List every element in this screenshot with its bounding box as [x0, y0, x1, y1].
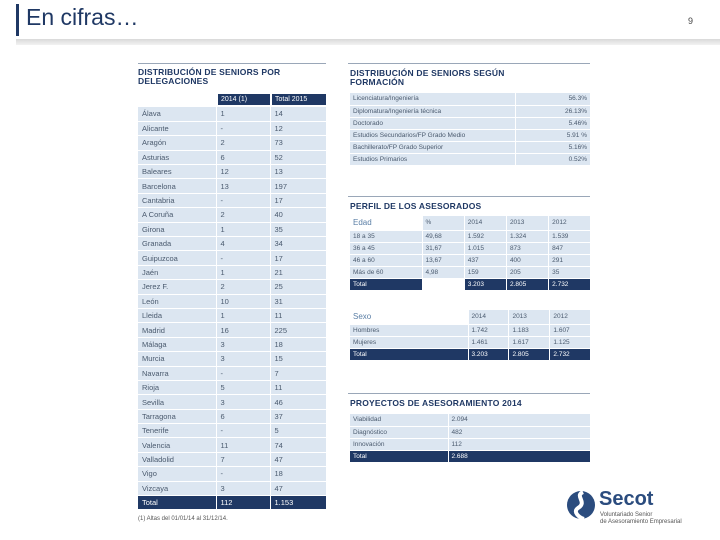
table-cell: 3.203 [464, 278, 506, 290]
table-cell: 3.203 [468, 348, 509, 360]
table-row [350, 153, 590, 165]
logo-name: Secot [599, 488, 654, 510]
table-cell: Total [350, 450, 448, 462]
table-row [350, 93, 590, 105]
table-cell: 1.607 [550, 324, 590, 336]
table-cell: 1 [216, 265, 270, 279]
table-cell: 2.688 [448, 450, 590, 462]
table-cell: Licenciatura/Ingeniería [350, 93, 515, 105]
table-cell: 1.617 [509, 336, 550, 348]
table-cell: 1.592 [464, 230, 506, 242]
total-row [350, 278, 590, 290]
table-cell: 112 [448, 438, 590, 450]
table-cell: 10 [216, 294, 270, 308]
table-row [138, 481, 326, 495]
table-cell: 2 [216, 136, 270, 150]
total-row [350, 348, 590, 360]
table-cell: 46 a 60 [350, 254, 422, 266]
table-row [138, 323, 326, 337]
table-row [350, 254, 590, 266]
table-row [350, 242, 590, 254]
table-cell: 73 [270, 136, 326, 150]
table-row [138, 165, 326, 179]
sexo-label: Sexo [350, 310, 468, 324]
title-divider [16, 39, 720, 45]
table-cell: 1.742 [468, 324, 509, 336]
logo-subtitle-line1: Voluntariado Senior [600, 512, 653, 518]
delegaciones-title [138, 68, 280, 86]
table-row [138, 280, 326, 294]
table-cell: 17 [270, 193, 326, 207]
table-cell: Alicante [138, 121, 216, 135]
table-cell: 1 [216, 222, 270, 236]
table-cell: - [216, 251, 270, 265]
delegaciones-title-line2: DELEGACIONES [138, 76, 209, 86]
table-cell: 112 [216, 496, 270, 510]
table-cell: 21 [270, 265, 326, 279]
formacion-title-line2: FORMACIÓN [350, 77, 405, 87]
table-cell: 2 [216, 208, 270, 222]
table-row [138, 438, 326, 452]
table-row [138, 251, 326, 265]
edad-header-row [350, 216, 590, 230]
table-cell: 37 [270, 409, 326, 423]
table-cell: 225 [270, 323, 326, 337]
table-cell: 13 [216, 179, 270, 193]
sexo-col-header: 2013 [509, 310, 550, 324]
table-row [350, 438, 590, 450]
table-cell: Vigo [138, 467, 216, 481]
table-cell: 6 [216, 409, 270, 423]
table-cell: Madrid [138, 323, 216, 337]
table-cell: 1.539 [549, 230, 590, 242]
table-row [350, 141, 590, 153]
table-cell: Málaga [138, 337, 216, 351]
table-cell: 1.461 [468, 336, 509, 348]
table-row [138, 409, 326, 423]
table-cell: Navarra [138, 366, 216, 380]
table-cell: Diplomatura/Ingeniería técnica [350, 105, 515, 117]
table-row [138, 380, 326, 394]
table-cell: Doctorado [350, 117, 515, 129]
table-cell: 11 [270, 308, 326, 322]
table-cell: 34 [270, 237, 326, 251]
table-cell: 3 [216, 337, 270, 351]
table-cell: Sevilla [138, 395, 216, 409]
edad-col-header: 2012 [549, 216, 590, 230]
table-cell: Viabilidad [350, 414, 448, 426]
table-cell [422, 278, 464, 290]
table-cell: Tarragona [138, 409, 216, 423]
table-cell: 49,68 [422, 230, 464, 242]
table-cell: 52 [270, 150, 326, 164]
proyectos-title: PROYECTOS DE ASESORAMIENTO 2014 [350, 398, 522, 408]
table-cell: - [216, 467, 270, 481]
table-cell: 3 [216, 481, 270, 495]
table-cell: 5.46% [515, 117, 590, 129]
table-cell: 15 [270, 352, 326, 366]
table-cell: Bachillerato/FP Grado Superior [350, 141, 515, 153]
delegaciones-table [138, 107, 326, 510]
table-cell: 1 [216, 308, 270, 322]
table-cell: 1.183 [509, 324, 550, 336]
table-row [138, 366, 326, 380]
table-cell: Tenerife [138, 424, 216, 438]
sexo-table [350, 310, 590, 361]
total-row [138, 496, 326, 510]
table-cell: Total [350, 348, 468, 360]
table-cell: 2 [216, 280, 270, 294]
table-row [350, 414, 590, 426]
table-cell: 26.13% [515, 105, 590, 117]
table-cell: 400 [506, 254, 548, 266]
table-cell: 16 [216, 323, 270, 337]
proyectos-top-rule [348, 393, 590, 394]
table-cell: Valladolid [138, 452, 216, 466]
table-row [138, 121, 326, 135]
table-cell: 2.732 [549, 278, 590, 290]
table-cell: 12 [216, 165, 270, 179]
table-cell: 1.015 [464, 242, 506, 254]
table-cell: 17 [270, 251, 326, 265]
table-row [138, 308, 326, 322]
total-row [350, 450, 590, 462]
table-cell: 47 [270, 481, 326, 495]
table-row [138, 150, 326, 164]
table-cell: Jerez F. [138, 280, 216, 294]
table-cell: - [216, 193, 270, 207]
table-cell: 197 [270, 179, 326, 193]
table-cell: Aragón [138, 136, 216, 150]
table-row [138, 294, 326, 308]
table-cell: 437 [464, 254, 506, 266]
table-cell: Total [350, 278, 422, 290]
secot-logo-icon [566, 488, 596, 522]
table-cell: - [216, 424, 270, 438]
table-cell: Guipuzcoa [138, 251, 216, 265]
table-cell: Asturias [138, 150, 216, 164]
perfil-top-rule [348, 196, 590, 197]
formacion-title [350, 69, 505, 87]
table-cell: 6 [216, 150, 270, 164]
proyectos-table [350, 414, 590, 463]
table-cell: Estudios Secundarios/FP Grado Medio [350, 129, 515, 141]
table-cell: 11 [216, 438, 270, 452]
table-cell: Lleida [138, 308, 216, 322]
table-row [138, 337, 326, 351]
table-cell: 25 [270, 280, 326, 294]
table-cell: 873 [506, 242, 548, 254]
table-row [138, 395, 326, 409]
delegaciones-col1-header: 2014 (1) [218, 94, 270, 105]
edad-col-header: % [422, 216, 464, 230]
table-cell: 1.153 [270, 496, 326, 510]
table-cell: - [216, 366, 270, 380]
edad-table [350, 216, 590, 291]
table-cell: 35 [549, 266, 590, 278]
table-cell: - [216, 121, 270, 135]
sexo-col-header: 2012 [550, 310, 590, 324]
table-cell: 1 [216, 107, 270, 121]
table-row [350, 266, 590, 278]
table-cell: 2.732 [550, 348, 590, 360]
table-cell: 35 [270, 222, 326, 236]
table-cell: 291 [549, 254, 590, 266]
table-cell: A Coruña [138, 208, 216, 222]
table-cell: 0.52% [515, 153, 590, 165]
table-cell: Mujeres [350, 336, 468, 348]
table-row [350, 336, 590, 348]
table-cell: 14 [270, 107, 326, 121]
page-title: En cifras… [26, 4, 139, 30]
table-cell: 5.91 % [515, 129, 590, 141]
table-row [138, 136, 326, 150]
table-row [138, 222, 326, 236]
delegaciones-top-rule [138, 63, 326, 64]
table-cell: 847 [549, 242, 590, 254]
table-row [138, 467, 326, 481]
table-cell: Estudios Primarios [350, 153, 515, 165]
table-cell: 4 [216, 237, 270, 251]
formacion-top-rule [348, 63, 590, 64]
title-accent-bar [16, 4, 19, 36]
table-cell: Barcelona [138, 179, 216, 193]
table-cell: Innovación [350, 438, 448, 450]
table-cell: 4,98 [422, 266, 464, 278]
table-cell: 7 [270, 366, 326, 380]
table-cell: 12 [270, 121, 326, 135]
sexo-header-row [350, 310, 590, 324]
table-cell: 482 [448, 426, 590, 438]
table-cell: Granada [138, 237, 216, 251]
table-cell: Vizcaya [138, 481, 216, 495]
table-cell: 5.16% [515, 141, 590, 153]
table-cell: 31,67 [422, 242, 464, 254]
table-row [350, 117, 590, 129]
delegaciones-title-line1: DISTRIBUCIÓN DE SENIORS POR [138, 67, 281, 77]
table-cell: 13,67 [422, 254, 464, 266]
table-cell: Jaén [138, 265, 216, 279]
table-row [138, 452, 326, 466]
table-cell: 46 [270, 395, 326, 409]
table-cell: Baleares [138, 165, 216, 179]
table-row [350, 129, 590, 141]
formacion-table [350, 93, 590, 166]
formacion-title-line1: DISTRIBUCIÓN DE SENIORS SEGÚN [350, 68, 505, 78]
perfil-title: PERFIL DE LOS ASESORADOS [350, 201, 482, 211]
edad-col-header: 2013 [506, 216, 548, 230]
table-cell: Hombres [350, 324, 468, 336]
table-cell: 18 [270, 337, 326, 351]
table-cell: Valencia [138, 438, 216, 452]
table-cell: 18 [270, 467, 326, 481]
table-cell: Álava [138, 107, 216, 121]
table-row [350, 230, 590, 242]
table-cell: Diagnóstico [350, 426, 448, 438]
table-cell: Murcia [138, 352, 216, 366]
delegaciones-col2-header: Total 2015 [272, 94, 326, 105]
table-row [138, 237, 326, 251]
table-cell: 36 a 45 [350, 242, 422, 254]
edad-col-header: 2014 [464, 216, 506, 230]
table-row [138, 107, 326, 121]
table-cell: 3 [216, 395, 270, 409]
table-cell: 5 [270, 424, 326, 438]
table-row [138, 424, 326, 438]
table-cell: 205 [506, 266, 548, 278]
table-cell: 74 [270, 438, 326, 452]
page-number: 9 [688, 16, 694, 26]
table-cell: 159 [464, 266, 506, 278]
table-cell: 2.805 [506, 278, 548, 290]
table-cell: 3 [216, 352, 270, 366]
table-cell: Rioja [138, 380, 216, 394]
table-cell: 56.3% [515, 93, 590, 105]
table-cell: Más de 60 [350, 266, 422, 278]
logo-subtitle-line2: de Asesoramiento Empresarial [600, 519, 682, 525]
table-cell: 1.324 [506, 230, 548, 242]
table-cell: 2.805 [509, 348, 550, 360]
edad-label: Edad [350, 216, 422, 230]
delegaciones-footnote: (1) Altas del 01/01/14 al 31/12/14. [138, 516, 228, 522]
table-row [350, 105, 590, 117]
table-row [138, 265, 326, 279]
table-cell: 13 [270, 165, 326, 179]
table-cell: 47 [270, 452, 326, 466]
table-cell: 2.094 [448, 414, 590, 426]
table-row [350, 324, 590, 336]
table-cell: Girona [138, 222, 216, 236]
table-cell: Total [138, 496, 216, 510]
table-cell: 5 [216, 380, 270, 394]
table-cell: 1.125 [550, 336, 590, 348]
table-row [138, 352, 326, 366]
logo-subtitle [600, 512, 682, 526]
table-cell: 18 a 35 [350, 230, 422, 242]
table-cell: Cantabria [138, 193, 216, 207]
table-cell: 11 [270, 380, 326, 394]
table-cell: León [138, 294, 216, 308]
table-row [138, 208, 326, 222]
table-row [350, 426, 590, 438]
table-cell: 7 [216, 452, 270, 466]
table-row [138, 193, 326, 207]
table-row [138, 179, 326, 193]
sexo-col-header: 2014 [468, 310, 509, 324]
table-cell: 31 [270, 294, 326, 308]
table-cell: 40 [270, 208, 326, 222]
